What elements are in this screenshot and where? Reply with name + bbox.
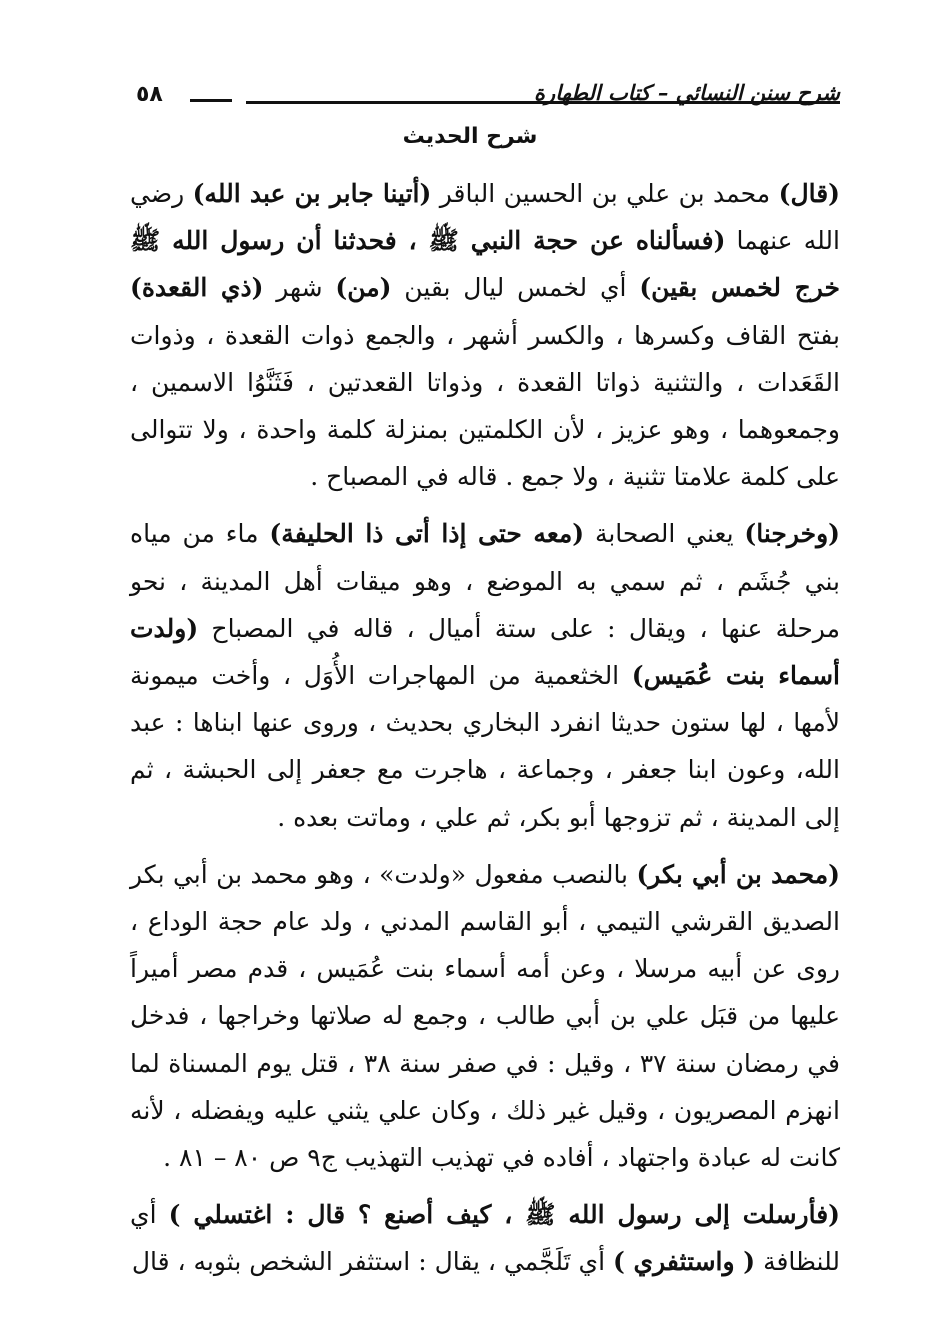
quoted-hadith-text: (فسألناه عن حجة النبي ﷺ ، فحدثنا أن رسول الله ﷺ خرج لخمس بقين) [130,226,840,303]
paragraph [130,1191,840,1285]
commentary-text: محمد بن علي بن الحسين الباقر [431,179,779,208]
quoted-hadith-text: (ولدت أسماء بنت عُمَيس) [130,613,841,691]
commentary-text: بفتح القاف وكسرها ، والكسر أشهر ، والجمع ذوات القعدة ، وذوات القَعَدات ، والتثنية ذواتا القعدة ، وذواتا القعدتين ، فَثَنَّوُا الاسمين ، وجمعوهما ، وهو عزيز ، لأن الكلمتين بمنزلة كلمة واحدة ، ولا تتوالى على كلمة علامتا تثنية ، ولا جمع . قاله في المصباح . [130,320,840,492]
quoted-hadith-text: (فأرسلت إلى رسول الله ﷺ ، كيف أصنع ؟ قال : اغتسلي ) [168,1200,840,1230]
quoted-hadith-text: (معه حتى إذا أتى ذا الحليفة) [269,519,585,549]
quoted-hadith-text: (أتينا جابر بن عبد الله) [192,179,432,208]
paragraph [130,170,840,500]
commentary-text: رضي الله عنهما [130,179,840,256]
commentary-text: يعني الصحابة [584,519,745,549]
commentary-text: شهر [263,273,336,303]
page-number-dash [190,99,232,102]
paragraph [130,510,840,840]
quoted-hadith-text: ( واستثفري ) [612,1247,756,1277]
quoted-hadith-text: (محمد بن أبي بكر) [636,859,840,889]
paragraph [130,851,840,1181]
page-header [128,72,840,122]
quoted-hadith-text: (قال) [778,179,840,208]
commentary-text: أي تَلَجَّمي ، يقال : استثفر الشخص بثوبه ، قال [131,1247,613,1277]
commentary-text: بالنصب مفعول «ولدت» ، وهو محمد بن أبي بكر الصديق القرشي التيمي ، أبو القاسم المدني ، ولد عام حجة الوداع ، روى عن أبيه مرسلا ، وعن أمه أسماء بنت عُمَيس ، قدم مصر أميراً عليها من قبَل علي بن أبي طالب ، وجمع له صلاتها وخراجها ، فدخل في رمضان سنة ٣٧ ، وقيل : في صفر سنة ٣٨ ، قتل يوم المسناة لما انهزم المصريون ، وقيل غير ذلك ، وكان علي يثني عليه ويفضله ، لأنه كانت له عبادة واجتهاد ، أفاده في تهذيب التهذيب ج٩ ص ٨٠ – ٨١ . [130,859,840,1173]
running-title: شرح سنن النسائي – كتاب الطهارة [534,80,840,105]
commentary-text: ماء من مياه بني جُشَم ، ثم سمي به الموضع ، وهو ميقات أهل المدينة ، نحو مرحلة عنها ، ويقال : على ستة أميال ، قاله في المصباح [130,519,840,643]
section-title: شرح الحديث [402,124,538,149]
quoted-hadith-text: (ذي القعدة) [130,273,264,303]
commentary-text: أي لخمس ليال بقين [391,273,640,303]
body-text [130,170,840,1286]
quoted-hadith-text: (من) [335,273,392,303]
commentary-text: الخثعمية من المهاجرات الأُوَل ، وأخت ميمونة لأمها ، لها ستون حديثا انفرد البخاري بحديث ، وروى عنها ابناها : عبد الله، وعون ابنا جعفر ، وجماعة ، هاجرت مع جعفر إلى الحبشة ، ثم إلى المدينة ، ثم تزوجها أبو بكر، ثم علي ، وماتت بعده . [130,661,840,832]
page-number: ٥٨ [136,82,163,107]
quoted-hadith-text: (وخرجنا) [744,519,840,549]
commentary-text: أي للنظافة [130,1200,840,1277]
